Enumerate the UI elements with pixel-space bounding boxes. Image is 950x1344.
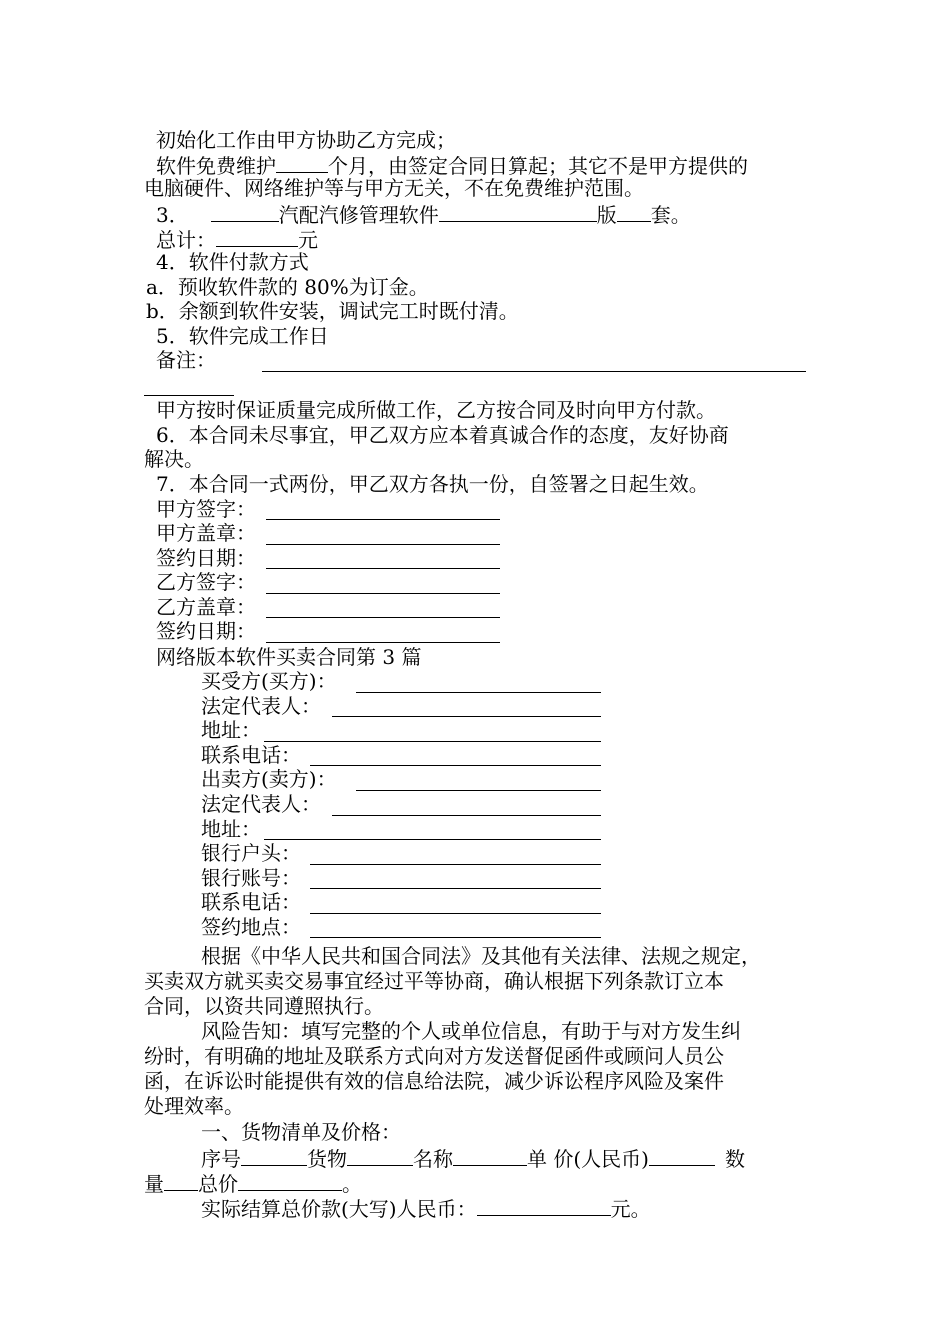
text-line: 甲方按时保证质量完成所做工作，乙方按合同及时向甲方付款。: [156, 398, 716, 422]
signature-blank: [266, 568, 500, 569]
text-line: 备注：: [156, 348, 216, 372]
text-line: 4．软件付款方式: [156, 250, 309, 274]
paragraph-line: 纷时，有明确的地址及联系方式向对方发送督促函件或顾问人员公: [144, 1044, 724, 1068]
blank-line: [347, 1145, 413, 1166]
signature-field: 乙方盖章：: [156, 595, 256, 619]
signature-field: 乙方签字：: [156, 570, 256, 594]
text-line: a．预收软件款的 80%为订金。: [146, 275, 429, 299]
blank-line: [216, 226, 298, 247]
blank-line: [164, 1170, 198, 1191]
signature-blank: [266, 617, 500, 618]
settlement-line: 实际结算总价款(大写)人民币： 元。: [201, 1197, 651, 1221]
party-field: 法定代表人：: [201, 792, 321, 816]
paragraph-line: 合同，以资共同遵照执行。: [144, 994, 384, 1018]
remarks-blank: [144, 395, 234, 396]
paragraph-line: 函，在诉讼时能提供有效的信息给法院，减少诉讼程序风险及案件: [144, 1069, 724, 1093]
goods-heading: 一、货物清单及价格：: [201, 1120, 401, 1144]
text-line: 解决。: [144, 447, 204, 471]
blank-line: [649, 1145, 715, 1166]
party-field: 法定代表人：: [201, 694, 321, 718]
signature-field: 甲方签字：: [156, 497, 256, 521]
goods-row: 序号 货物 名称 单 价(人民币) 数: [201, 1147, 745, 1171]
party-blank: [356, 692, 601, 693]
text-line: b．余额到软件安装，调试完工时既付清。: [146, 299, 519, 323]
signature-field: 签约日期：: [156, 546, 256, 570]
blank-line: [617, 201, 651, 222]
blank-line: [439, 201, 597, 222]
blank-line: [211, 201, 279, 222]
party-blank: [356, 790, 601, 791]
text-line: 5．软件完成工作日: [156, 324, 329, 348]
party-blank: [332, 815, 601, 816]
blank-line: [276, 152, 328, 173]
text-line: 软件免费维护 个月，由签定合同日算起；其它不是甲方提供的: [156, 154, 748, 178]
party-blank: [310, 937, 601, 938]
blank-line: [241, 1145, 307, 1166]
goods-row: 量 总价 。: [144, 1172, 362, 1196]
party-field: 出卖方(卖方)：: [201, 767, 337, 791]
party-blank: [332, 716, 601, 717]
signature-blank: [266, 642, 500, 643]
text-line: 7．本合同一式两份，甲乙双方各执一份，自签署之日起生效。: [156, 472, 709, 496]
party-field: 地址：: [201, 718, 261, 742]
paragraph-line: 风险告知：填写完整的个人或单位信息，有助于与对方发生纠: [201, 1019, 741, 1043]
text-line: 3． 汽配汽修管理软件 版 套。: [156, 203, 691, 227]
paragraph-line: 买卖双方就买卖交易事宜经过平等协商，确认根据下列条款订立本: [144, 969, 724, 993]
party-blank: [264, 839, 601, 840]
party-field: 联系电话：: [201, 743, 301, 767]
signature-blank: [266, 519, 500, 520]
text-line: 总计： 元: [156, 228, 318, 252]
signature-field: 甲方盖章：: [156, 521, 256, 545]
party-blank: [310, 888, 601, 889]
text-line: 初始化工作由甲方协助乙方完成；: [156, 128, 456, 152]
section-title: 网络版本软件买卖合同第 3 篇: [156, 645, 422, 669]
signature-field: 签约日期：: [156, 619, 256, 643]
signature-blank: [266, 544, 500, 545]
party-field: 银行户头：: [201, 841, 301, 865]
party-field: 买受方(买方)：: [201, 669, 337, 693]
remarks-blank: [262, 371, 806, 372]
blank-line: [477, 1195, 611, 1216]
paragraph-line: 根据《中华人民共和国合同法》及其他有关法律、法规之规定，: [201, 944, 761, 968]
blank-line: [238, 1170, 342, 1191]
party-blank: [310, 864, 601, 865]
paragraph-line: 处理效率。: [144, 1094, 244, 1118]
party-field: 地址：: [201, 817, 261, 841]
party-blank: [310, 765, 601, 766]
blank-line: [453, 1145, 527, 1166]
party-blank: [310, 913, 601, 914]
text-line: 电脑硬件、网络维护等与甲方无关，不在免费维护范围。: [144, 176, 644, 200]
party-field: 签约地点：: [201, 915, 301, 939]
text-line: 6．本合同未尽事宜，甲乙双方应本着真诚合作的态度，友好协商: [156, 423, 729, 447]
party-blank: [264, 741, 601, 742]
party-field: 银行账号：: [201, 866, 301, 890]
party-field: 联系电话：: [201, 890, 301, 914]
signature-blank: [266, 593, 500, 594]
